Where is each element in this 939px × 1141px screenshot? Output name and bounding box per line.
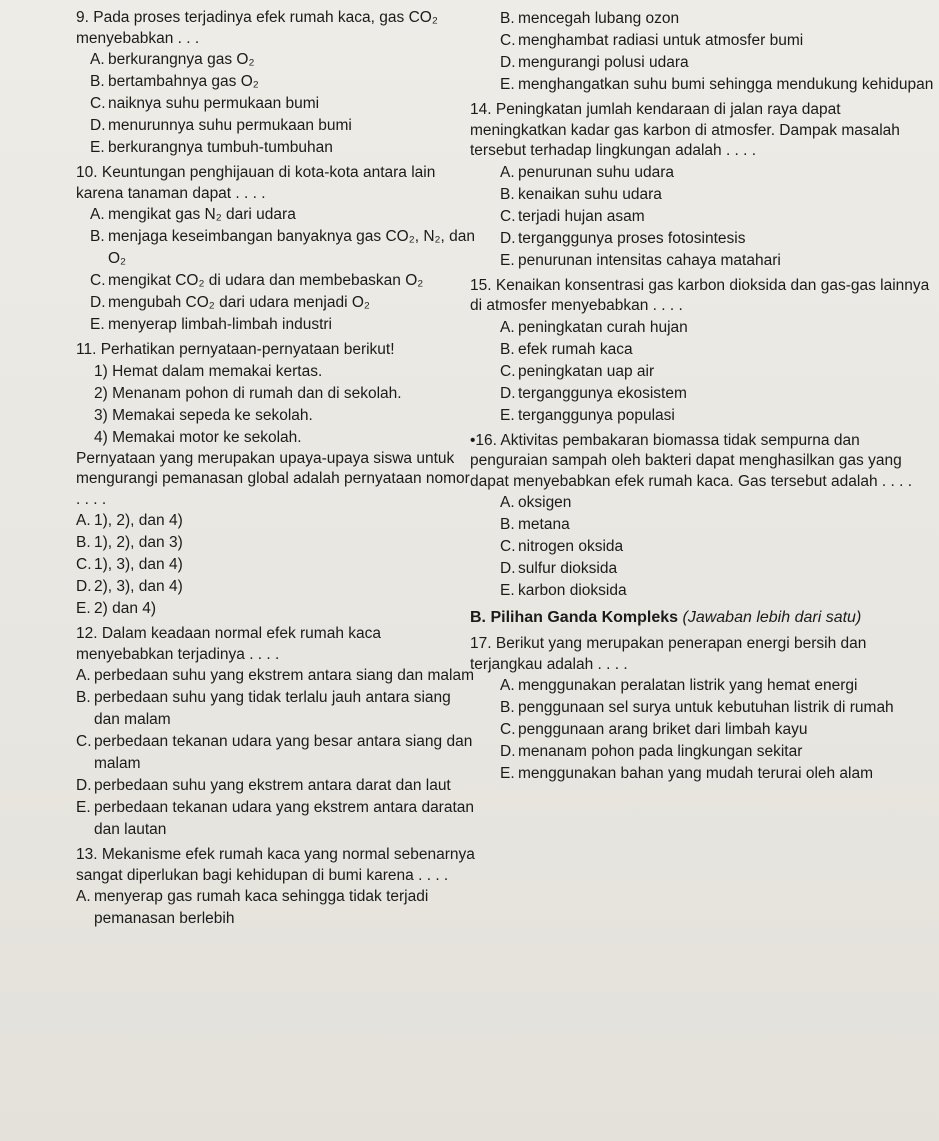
question-13-continued xyxy=(470,8,935,96)
question-13-option-c[interactable]: C. menghambat radiasi untuk atmosfer bumi xyxy=(500,32,804,49)
question-16-stem: •16. Aktivitas pembakaran biomassa tidak sempurna dan penguraian sampah oleh bakteri dapat menghasilkan gas yang dapat menyebabkan efek rumah kaca. Gas tersebut adalah . . . . xyxy=(470,431,913,490)
question-11 xyxy=(76,340,476,620)
question-17-option-a[interactable]: A. menggunakan peralatan listrik yang hemat energi xyxy=(500,677,858,694)
question-10-option-b[interactable]: B. menjaga keseimbangan banyaknya gas CO₂, N₂, dan O₂ xyxy=(90,228,476,267)
question-11-option-b[interactable]: B. 1), 2), dan 3) xyxy=(76,534,183,551)
section-b-title: B. Pilihan Ganda Kompleks xyxy=(470,609,679,626)
question-14-option-b[interactable]: B. kenaikan suhu udara xyxy=(500,185,662,203)
question-10-option-a[interactable]: A. mengikat gas N₂ dari udara xyxy=(90,206,296,223)
question-10-option-d[interactable]: D. mengubah CO₂ dari udara menjadi O₂ xyxy=(90,294,370,311)
question-12-option-e[interactable]: E. perbedaan tekanan udara yang ekstrem antara daratan dan lautan xyxy=(76,799,475,838)
question-15 xyxy=(470,276,935,427)
question-11-option-d[interactable]: D. 2), 3), dan 4) xyxy=(76,578,183,595)
question-13-option-e[interactable]: E. menghangatkan suhu bumi sehingga mendukung kehidupan xyxy=(500,76,934,93)
question-13-option-d[interactable]: D. mengurangi polusi udara xyxy=(500,54,689,71)
question-11-statement-3: 3) Memakai sepeda ke sekolah. xyxy=(94,406,313,424)
question-11-statement-4: 4) Memakai motor ke sekolah. xyxy=(94,428,302,446)
question-11-option-a[interactable]: A. 1), 2), dan 4) xyxy=(76,512,183,529)
question-12-option-a[interactable]: A. perbedaan suhu yang ekstrem antara siang dan malam xyxy=(76,667,474,684)
question-16 xyxy=(470,431,935,603)
section-b-note: (Jawaban lebih dari satu) xyxy=(682,609,862,626)
question-15-option-b[interactable]: B. efek rumah kaca xyxy=(500,340,633,358)
question-15-option-d[interactable]: D. terganggunya ekosistem xyxy=(500,384,687,402)
question-10-option-c[interactable]: C. mengikat CO₂ di udara dan membebaskan O₂ xyxy=(90,272,424,289)
question-15-option-e[interactable]: E. terganggunya populasi xyxy=(500,406,675,424)
question-14 xyxy=(470,100,935,272)
question-11-statement-2: 2) Menanam pohon di rumah dan di sekolah. xyxy=(94,384,402,402)
question-17 xyxy=(470,634,935,785)
question-16-option-c[interactable]: C. nitrogen oksida xyxy=(500,538,624,555)
left-column xyxy=(76,8,476,934)
question-14-option-a[interactable]: A. penurunan suhu udara xyxy=(500,163,674,181)
question-16-option-e[interactable]: E. karbon dioksida xyxy=(500,582,627,599)
question-12 xyxy=(76,624,476,841)
question-14-option-e[interactable]: E. penurunan intensitas cahaya matahari xyxy=(500,251,781,269)
question-11-statement-1: 1) Hemat dalam memakai kertas. xyxy=(94,362,323,380)
question-9-stem: 9. Pada proses terjadinya efek rumah kaca, gas CO₂ menyebabkan . . . xyxy=(76,9,438,47)
question-15-option-c[interactable]: C. peningkatan uap air xyxy=(500,362,655,380)
question-15-option-a[interactable]: A. peningkatan curah hujan xyxy=(500,318,688,336)
question-17-option-e[interactable]: E. menggunakan bahan yang mudah terurai oleh alam xyxy=(500,765,874,782)
question-11-stem: 11. Perhatikan pernyataan-pernyataan berikut! xyxy=(76,341,395,358)
question-15-stem: 15. Kenaikan konsentrasi gas karbon dioksida dan gas-gas lainnya di atmosfer menyebabkan . . . . xyxy=(470,276,930,314)
right-column xyxy=(470,8,935,789)
question-11-option-e[interactable]: E. 2) dan 4) xyxy=(76,600,157,617)
question-9-option-a[interactable]: A. berkurangnya gas O₂ xyxy=(90,51,255,68)
question-10 xyxy=(76,163,476,336)
question-14-stem: 14. Peningkatan jumlah kendaraan di jalan raya dapat meningkatkan kadar gas karbon di atmosfer. Dampak masalah tersebut terhadap lingkungan adalah . . . . xyxy=(470,101,900,159)
question-9-option-d[interactable]: D. menurunnya suhu permukaan bumi xyxy=(90,117,352,134)
question-9-option-c[interactable]: C. naiknya suhu permukaan bumi xyxy=(90,95,320,112)
question-9-option-e[interactable]: E. berkurangnya tumbuh-tumbuhan xyxy=(90,139,333,156)
question-13-option-a[interactable]: A. menyerap gas rumah kaca sehingga tidak terjadi pemanasan berlebih xyxy=(76,888,429,927)
question-17-option-c[interactable]: C. penggunaan arang briket dari limbah kayu xyxy=(500,721,808,738)
question-11-stem-2: Pernyataan yang merupakan upaya-upaya siswa untuk mengurangi pemanasan global adalah pernyataan nomor . . . . xyxy=(76,449,470,508)
question-9 xyxy=(76,8,476,159)
question-13 xyxy=(76,845,476,930)
question-16-option-a[interactable]: A. oksigen xyxy=(500,494,572,511)
question-10-option-e[interactable]: E. menyerap limbah-limbah industri xyxy=(90,316,332,333)
question-9-option-b[interactable]: B. bertambahnya gas O₂ xyxy=(90,73,259,90)
question-13-stem: 13. Mekanisme efek rumah kaca yang normal sebenarnya sangat diperlukan bagi kehidupan di bumi karena . . . . xyxy=(76,846,475,884)
question-12-option-b[interactable]: B. perbedaan suhu yang tidak terlalu jauh antara siang dan malam xyxy=(76,689,451,728)
section-b-heading xyxy=(470,608,935,628)
question-17-option-d[interactable]: D. menanam pohon pada lingkungan sekitar xyxy=(500,743,803,760)
question-16-option-b[interactable]: B. metana xyxy=(500,516,570,533)
question-14-option-c[interactable]: C. terjadi hujan asam xyxy=(500,207,645,225)
question-17-stem: 17. Berikut yang merupakan penerapan energi bersih dan terjangkau adalah . . . . xyxy=(470,635,867,673)
question-17-option-b[interactable]: B. penggunaan sel surya untuk kebutuhan listrik di rumah xyxy=(500,699,894,716)
question-12-stem: 12. Dalam keadaan normal efek rumah kaca menyebabkan terjadinya . . . . xyxy=(76,625,381,663)
question-14-option-d[interactable]: D. terganggunya proses fotosintesis xyxy=(500,229,746,247)
question-12-option-c[interactable]: C. perbedaan tekanan udara yang besar antara siang dan malam xyxy=(76,733,473,772)
question-11-option-c[interactable]: C. 1), 3), dan 4) xyxy=(76,556,183,573)
question-10-stem: 10. Keuntungan penghijauan di kota-kota antara lain karena tanaman dapat . . . . xyxy=(76,164,436,202)
question-16-option-d[interactable]: D. sulfur dioksida xyxy=(500,560,618,577)
question-12-option-d[interactable]: D. perbedaan suhu yang ekstrem antara darat dan laut xyxy=(76,777,451,794)
question-13-option-b[interactable]: B. mencegah lubang ozon xyxy=(500,10,680,27)
